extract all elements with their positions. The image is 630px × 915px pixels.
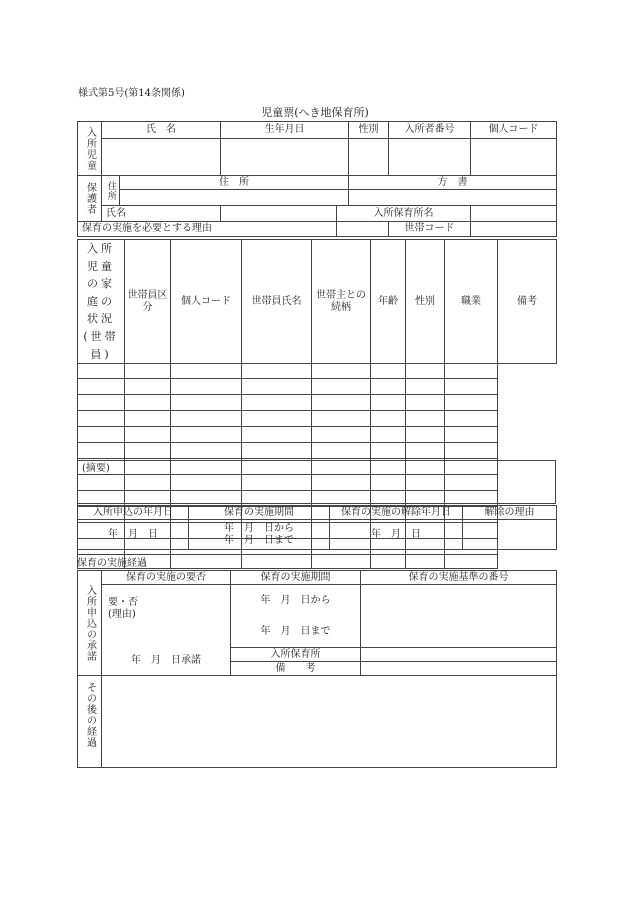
child-personal-code-field[interactable] [471, 139, 557, 176]
facility-label: 入所保育所名 [337, 206, 471, 222]
family-cell-personal-code[interactable] [125, 427, 171, 443]
family-cell-occupation[interactable] [406, 427, 445, 443]
family-cell-member-name[interactable] [171, 411, 242, 427]
family-label-cell [78, 240, 125, 364]
approval-header-standard-no: 保育の実施基準の番号 [361, 571, 557, 585]
family-cell-personal-code[interactable] [125, 364, 171, 379]
address-label: 住所 [105, 180, 116, 201]
child-admission-no-field[interactable] [389, 139, 471, 176]
family-cell-sex[interactable] [371, 379, 406, 395]
form-number: 様式第5号(第14条関係) [78, 88, 185, 99]
approval-header-necessity: 保育の実施の要否 [102, 571, 231, 585]
family-cell-member-name[interactable] [171, 443, 242, 459]
approved-date: 年 月 日承諾 [131, 655, 201, 666]
family-cell-member-name[interactable] [171, 427, 242, 443]
approval-label-cell [78, 571, 102, 676]
facility-field[interactable] [471, 206, 557, 222]
child-label: 入所児童 [84, 126, 96, 171]
header-personal-code: 個人コード [471, 122, 557, 139]
family-cell-remarks[interactable] [445, 443, 498, 459]
family-header-occupation: 職業 [445, 240, 498, 364]
child-birthdate-field[interactable] [221, 139, 349, 176]
family-header-category: 世帯員区分 [125, 240, 171, 364]
family-cell-category[interactable] [78, 427, 125, 443]
family-cell-age[interactable] [312, 411, 371, 427]
family-cell-sex[interactable] [371, 555, 406, 569]
reason-label: 保育の実施を必要とする理由 [78, 222, 337, 237]
application-table [77, 505, 557, 550]
family-cell-sex[interactable] [371, 411, 406, 427]
family-cell-sex[interactable] [371, 395, 406, 411]
later-progress-label: その後の経過 [84, 682, 96, 748]
summary-table [77, 460, 556, 504]
family-cell-age[interactable] [312, 364, 371, 379]
family-header-member-name: 世帯員氏名 [242, 240, 312, 364]
family-cell-remarks[interactable] [445, 395, 498, 411]
necessity-cell[interactable] [102, 585, 231, 676]
family-cell-age[interactable] [312, 395, 371, 411]
cancel-date[interactable]: 年 月 日 [330, 520, 463, 550]
family-row [78, 411, 557, 427]
application-period[interactable] [189, 520, 330, 550]
family-cell-personal-code[interactable] [125, 443, 171, 459]
approval-period-to[interactable]: 年 月 日まで [231, 618, 361, 648]
address-label-cell [102, 176, 120, 206]
family-row [78, 395, 557, 411]
family-cell-relation[interactable] [242, 443, 312, 459]
family-cell-member-name[interactable] [171, 364, 242, 379]
family-cell-remarks[interactable] [445, 364, 498, 379]
approval-table [77, 570, 557, 768]
header-birthdate: 生年月日 [221, 122, 349, 139]
family-cell-relation[interactable] [242, 364, 312, 379]
family-cell-sex[interactable] [371, 443, 406, 459]
family-cell-age[interactable] [312, 443, 371, 459]
guardian-name-field[interactable] [221, 206, 337, 222]
approval-label: 入所申込の承諾 [84, 584, 96, 662]
approval-header-period: 保育の実施期間 [231, 571, 361, 585]
approval-period-from[interactable]: 年 月 日から [231, 585, 361, 618]
family-row [78, 379, 557, 395]
family-cell-category[interactable] [78, 443, 125, 459]
family-cell-occupation[interactable] [406, 395, 445, 411]
address-field[interactable] [120, 190, 349, 206]
guardian-label: 保護者 [84, 182, 96, 215]
app-period-from: 年 月 日から [224, 522, 294, 534]
family-row [78, 443, 557, 459]
family-header-remarks: 備考 [498, 240, 557, 364]
method-field[interactable] [349, 190, 557, 206]
family-header-relation: 世帯主との続柄 [312, 240, 371, 364]
family-row [78, 427, 557, 443]
family-cell-remarks[interactable] [445, 411, 498, 427]
guardian-name-label: 氏名 [102, 206, 221, 222]
family-cell-relation[interactable] [242, 427, 312, 443]
standard-no-field[interactable] [361, 585, 557, 648]
app-header-date: 入所申込の年月日 [78, 506, 189, 520]
family-cell-occupation[interactable] [406, 555, 445, 569]
approval-remarks-field[interactable] [361, 662, 557, 676]
family-cell-relation[interactable] [242, 411, 312, 427]
method-header: 方 書 [349, 176, 557, 190]
app-header-cancel-reason: 解除の理由 [463, 506, 557, 520]
family-cell-relation[interactable] [242, 555, 312, 569]
family-cell-member-name[interactable] [171, 395, 242, 411]
guardian-label-cell [78, 176, 102, 222]
approval-remarks-label: 備 考 [231, 662, 361, 676]
later-progress-label-cell [78, 676, 102, 768]
progress-title: 保育の実施経過 [77, 558, 147, 569]
family-cell-category[interactable] [78, 411, 125, 427]
family-cell-sex[interactable] [371, 427, 406, 443]
family-cell-occupation[interactable] [406, 411, 445, 427]
family-cell-sex[interactable] [371, 364, 406, 379]
family-cell-age[interactable] [312, 555, 371, 569]
child-label-cell [78, 122, 102, 176]
family-row [78, 555, 557, 569]
family-cell-member-name[interactable] [171, 379, 242, 395]
family-cell-relation[interactable] [242, 395, 312, 411]
form-title: 児童票(へき地保育所) [261, 106, 369, 119]
family-cell-relation[interactable] [242, 379, 312, 395]
family-cell-personal-code[interactable] [125, 379, 171, 395]
child-sex-field[interactable] [349, 139, 389, 176]
family-cell-category[interactable] [78, 379, 125, 395]
yes-no-option[interactable]: 要・否 [108, 597, 138, 608]
child-name-field[interactable] [102, 139, 221, 176]
app-header-cancel-date: 保育の実施の解除年月日 [330, 506, 463, 520]
household-code-field[interactable] [471, 222, 557, 237]
cancel-reason-field[interactable] [463, 520, 557, 550]
family-header-age: 年齢 [371, 240, 406, 364]
family-cell-remarks[interactable] [445, 379, 498, 395]
reason-field[interactable] [337, 222, 389, 237]
family-cell-remarks[interactable] [445, 427, 498, 443]
family-row [78, 364, 557, 379]
family-cell-occupation[interactable] [406, 364, 445, 379]
family-cell-age[interactable] [312, 427, 371, 443]
header-admission-no: 入所者番号 [389, 122, 471, 139]
summary-cell[interactable] [78, 461, 556, 504]
app-period-to: 年 月 日まで [224, 534, 294, 546]
family-cell-remarks[interactable] [445, 555, 498, 569]
family-cell-category[interactable] [78, 364, 125, 379]
child-guardian-table [77, 121, 557, 237]
approval-facility-label: 入所保育所 [231, 648, 361, 662]
app-header-period: 保育の実施期間 [189, 506, 330, 520]
family-cell-occupation[interactable] [406, 443, 445, 459]
family-cell-member-name[interactable] [171, 555, 242, 569]
family-header-personal-code: 個人コード [171, 240, 242, 364]
family-cell-personal-code[interactable] [125, 411, 171, 427]
header-sex: 性別 [349, 122, 389, 139]
address-header: 住 所 [120, 176, 349, 190]
family-cell-personal-code[interactable] [125, 395, 171, 411]
household-code-label: 世帯コード [389, 222, 471, 237]
family-cell-age[interactable] [312, 379, 371, 395]
approval-facility-field[interactable] [361, 648, 557, 662]
summary-label: (摘要) [82, 463, 110, 474]
family-label: 入所児童の家庭の状況(世帯員) [83, 242, 119, 361]
family-header-sex: 性別 [406, 240, 445, 364]
family-cell-occupation[interactable] [406, 379, 445, 395]
application-date[interactable]: 年 月 日 [78, 520, 189, 550]
reason-text: (理由) [108, 609, 136, 620]
family-cell-category[interactable] [78, 395, 125, 411]
header-name: 氏 名 [102, 122, 221, 139]
later-progress-field[interactable] [102, 676, 557, 768]
